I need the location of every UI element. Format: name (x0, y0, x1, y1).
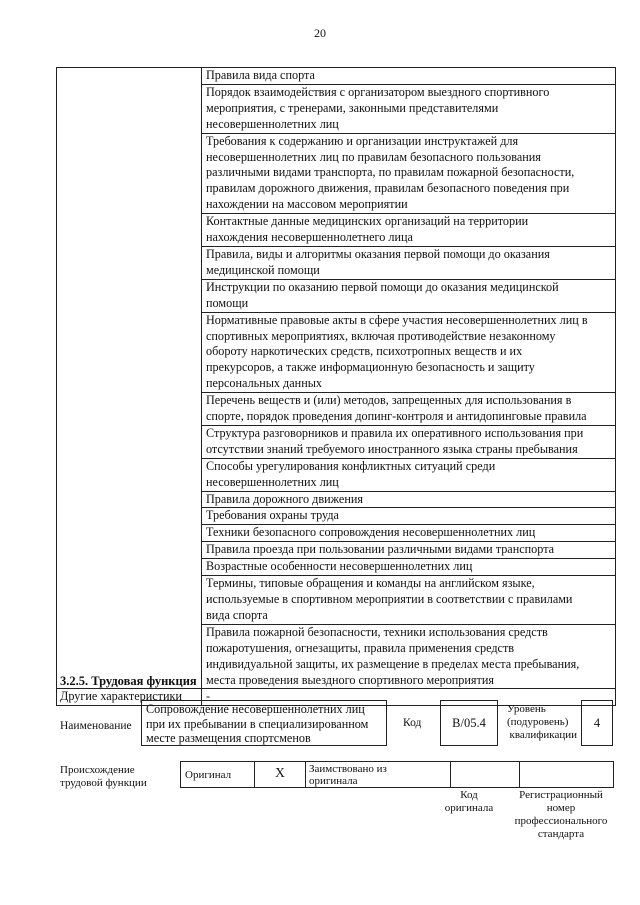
other-characteristics-label: Другие характеристики (57, 689, 202, 706)
function-name-line: при их пребывании в специализированном (146, 716, 369, 731)
registration-number-label-line: номер (546, 802, 576, 814)
other-characteristics-value: - (202, 689, 616, 706)
knowledge-item (202, 576, 616, 625)
level-label-line: (подуровень) (507, 716, 569, 728)
knowledge-item-line: места проведения выездного спортивного мероприятия (206, 672, 494, 687)
original-label: Оригинал (181, 762, 255, 788)
level-label-line: Уровень (507, 703, 546, 715)
knowledge-item (202, 214, 616, 247)
knowledge-item-line: Структура разговорников и правила их оперативного использования при (206, 425, 584, 440)
knowledge-item-line: несовершеннолетних лиц (206, 474, 339, 489)
knowledge-item-line: мероприятия, с тренерами, законными представителями (206, 100, 499, 115)
page-number: 20 (314, 26, 326, 40)
knowledge-item (202, 84, 616, 133)
knowledge-item-line: Правила проезда при пользовании различными видами транспорта (206, 542, 555, 557)
knowledge-item-line: персональных данных (206, 376, 322, 391)
qualification-level-value: 4 (581, 700, 613, 746)
name-label: Наименование (60, 720, 132, 732)
origin-label-line: Происхождение (60, 764, 135, 776)
level-label-line: квалификации (509, 729, 577, 741)
function-name-line: месте размещения спортсменов (146, 731, 311, 745)
knowledge-item-line: вида спорта (206, 607, 268, 622)
knowledge-item-line: пожаротушения, огнезащиты, правила применения средств (206, 640, 515, 655)
knowledge-item-line: Термины, типовые обращения и команды на английском языке, (206, 576, 535, 591)
knowledge-item-line: Контактные данные медицинских организаций на территории (206, 214, 529, 229)
knowledge-item (202, 525, 616, 542)
borrowed-label (306, 762, 451, 788)
knowledge-item-line: нахождения несовершеннолетнего лица (206, 230, 413, 245)
knowledge-item (202, 393, 616, 426)
knowledge-item (202, 246, 616, 279)
knowledge-item-line: Правила вида спорта (206, 68, 315, 82)
knowledge-item (202, 624, 616, 689)
registration-number-label-line: стандарта (537, 828, 585, 840)
knowledge-item (202, 279, 616, 312)
knowledge-item-line: спорте, порядок проведения допинг-контроля и антидопинговые правила (206, 409, 587, 424)
borrowed-label-line: Заимствовано из (309, 763, 387, 775)
origin-label (60, 764, 160, 790)
knowledge-item-line: Требования охраны труда (206, 508, 339, 523)
original-mark: X (255, 762, 306, 788)
knowledge-item-line: помощи (206, 295, 249, 310)
knowledge-item-line: спортивных мероприятиях, включая противодействие незаконному (206, 328, 556, 343)
knowledge-item-line: Правила пожарной безопасности, техники использования средств (206, 624, 548, 639)
original-code-label (430, 789, 508, 815)
knowledge-item-line: Нормативные правовые акты в сфере участия несовершеннолетних лиц в (206, 312, 588, 327)
original-code-label-line: оригинала (444, 802, 494, 814)
original-code-label-line: Код (460, 789, 478, 801)
registration-number-label-line: Регистрационный (519, 789, 603, 801)
knowledge-item-line: Перечень веществ и (или) методов, запрещенных для использования в (206, 393, 572, 408)
knowledge-item-line: медицинской помощи (206, 262, 320, 277)
function-name-line: Сопровождение несовершеннолетних лиц (146, 702, 365, 716)
empty-left-cell (57, 68, 202, 689)
knowledge-item-line: используемые в спортивном мероприятии в соответствии с правилами (206, 592, 573, 606)
knowledge-item-line: Правила, виды и алгоритмы оказания первой помощи до оказания (206, 246, 550, 261)
registration-number-cell (520, 762, 614, 788)
knowledge-item (202, 133, 616, 214)
knowledge-item-line: несовершеннолетних лиц (206, 116, 339, 131)
knowledge-item (202, 559, 616, 576)
knowledge-item-line: индивидуальной защиты, их размещение в пределах места пребывания, (206, 656, 580, 671)
origin-label-line: трудовой функции (60, 777, 147, 789)
knowledge-item-line: Инструкции по оказанию первой помощи до оказания медицинской (206, 279, 559, 294)
registration-number-label-line: профессионального (514, 815, 608, 827)
table-row (57, 68, 616, 85)
knowledge-item-line: различными видами транспорта, по правилам пожарной безопасности, (206, 165, 575, 180)
knowledge-item-line: Техники безопасного сопровождения несовершеннолетних лиц (206, 525, 536, 540)
borrowed-label-line: оригинала (309, 775, 358, 787)
knowledge-item-line: прекурсоров, а также информационную безопасность и защиту (206, 360, 535, 375)
knowledge-item (202, 458, 616, 491)
knowledge-item-line: отсутствии знаний требуемого иностранного языка страны пребывания (206, 441, 578, 456)
knowledge-item (202, 491, 616, 508)
knowledge-item-line: обороту наркотических средств, психотропных веществ и их (206, 344, 523, 359)
knowledge-item (202, 68, 616, 85)
knowledge-item-line: нахождении на массовом мероприятии (206, 197, 408, 212)
origin-table (180, 761, 614, 788)
code-label: Код (403, 717, 422, 729)
knowledge-item-line: Способы урегулирования конфликтных ситуаций среди (206, 458, 496, 473)
knowledge-item (202, 542, 616, 559)
registration-number-label (506, 789, 616, 841)
knowledge-item (202, 312, 616, 393)
knowledge-item-line: несовершеннолетних лиц по правилам безопасного пользования (206, 149, 541, 164)
knowledge-item-line: Правила дорожного движения (206, 491, 363, 506)
knowledge-item-line: Порядок взаимодействия с организатором выездного спортивного (206, 84, 550, 99)
required-knowledge-table (56, 67, 616, 706)
knowledge-item (202, 425, 616, 458)
knowledge-item-line: Требования к содержанию и организации инструктажей для (206, 133, 519, 148)
knowledge-item (202, 508, 616, 525)
knowledge-item-line: Возрастные особенности несовершеннолетних лиц (206, 559, 473, 574)
function-name-box (141, 700, 387, 746)
labor-function-heading: 3.2.5. Трудовая функция (60, 674, 197, 688)
code-value: В/05.4 (440, 700, 498, 746)
qualification-level-label (507, 703, 577, 742)
knowledge-item-line: правилам дорожного движения, правилам безопасного поведения при (206, 181, 570, 196)
original-code-cell (451, 762, 520, 788)
